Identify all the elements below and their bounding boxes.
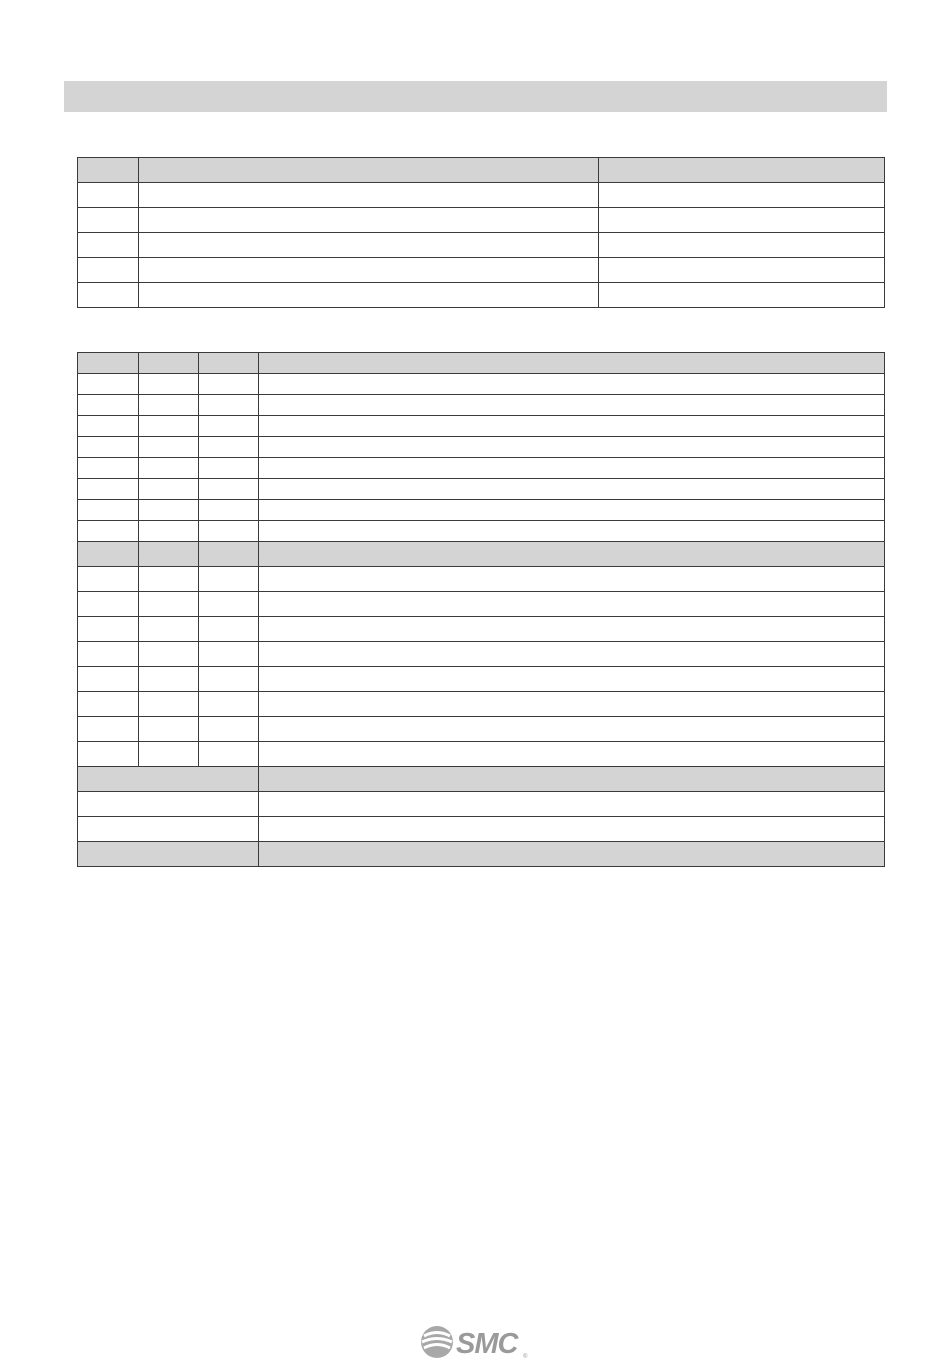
table-cell [139,458,199,479]
table-cell [139,742,199,767]
table-cell [259,817,885,842]
header-cell [139,542,199,567]
table-cell [259,521,885,542]
table-cell [259,458,885,479]
table-cell [259,792,885,817]
table-cell [199,717,259,742]
table-cell [78,742,139,767]
table-cell [78,667,139,692]
table-row [78,258,885,283]
header-cell [259,353,885,374]
table-row [78,395,885,416]
table-cell [259,642,885,667]
table-cell [139,567,199,592]
table-cell [259,479,885,500]
table-cell [78,183,139,208]
table-subheader-row [78,542,885,567]
table-cell [139,642,199,667]
header-cell [259,542,885,567]
table-cell [199,667,259,692]
table-row [78,183,885,208]
table-cell [139,374,199,395]
table-cell [78,521,139,542]
table-cell [78,717,139,742]
table-row [78,233,885,258]
table-cell [259,692,885,717]
table-cell [78,642,139,667]
table-header-row [78,158,885,183]
table-cell [78,258,139,283]
table-cell [78,208,139,233]
table-cell [139,500,199,521]
table-cell [78,617,139,642]
table-cell [139,208,599,233]
table-cell [599,258,885,283]
table-cell [199,592,259,617]
table-cell [139,717,199,742]
table-cell [139,416,199,437]
detail-table [77,352,885,867]
header-cell [78,158,139,183]
table-cell [199,416,259,437]
table-cell [599,233,885,258]
table-cell [139,667,199,692]
table-cell [78,395,139,416]
table-cell [199,500,259,521]
table-cell [139,283,599,308]
header-cell [199,542,259,567]
table-cell [78,792,259,817]
table-cell [139,692,199,717]
table-cell [78,458,139,479]
table-cell [199,567,259,592]
header-cell [599,158,885,183]
table-cell [78,500,139,521]
table-cell [259,567,885,592]
table-row [78,283,885,308]
table-footer-header-row [78,767,885,792]
table-cell [259,374,885,395]
table-cell [78,817,259,842]
table-cell [259,617,885,642]
table-cell [139,395,199,416]
table-cell [78,479,139,500]
table-cell [139,617,199,642]
table-cell [78,416,139,437]
table-row [78,416,885,437]
header-cell [259,767,885,792]
table-cell [78,374,139,395]
table-cell [78,567,139,592]
header-cell [139,353,199,374]
table-footer-last-row [78,842,885,867]
table-cell [139,592,199,617]
smc-logo-text: SMC [456,1328,518,1360]
table-row [78,742,885,767]
summary-table [77,157,885,308]
table-cell [199,617,259,642]
table-row [78,479,885,500]
table-cell [78,592,139,617]
table-cell [259,500,885,521]
header-cell [78,542,139,567]
table-cell [78,692,139,717]
registered-mark: ® [523,1354,528,1360]
table-cell [199,395,259,416]
table-row [78,717,885,742]
table-footer-row [78,792,885,817]
table-cell [259,437,885,458]
table-cell [599,283,885,308]
table-cell [599,183,885,208]
table-cell [139,437,199,458]
table-cell [259,842,885,867]
table-cell [199,742,259,767]
table-row [78,374,885,395]
table-header-row [78,353,885,374]
table-cell [599,208,885,233]
table-cell [78,233,139,258]
table-cell [199,521,259,542]
table-cell [259,742,885,767]
table-row [78,458,885,479]
header-cell [78,353,139,374]
table-cell [139,258,599,283]
smc-logo [420,1323,532,1361]
table-cell [259,717,885,742]
table-cell [259,416,885,437]
section-title-bar [64,81,887,112]
table-cell [139,183,599,208]
table-row [78,592,885,617]
smc-logo-mark [421,1326,453,1358]
table-cell [78,842,259,867]
table-cell [199,374,259,395]
header-cell [78,767,259,792]
table-row [78,208,885,233]
table-footer-row [78,817,885,842]
table-cell [199,458,259,479]
header-cell [139,158,599,183]
table-row [78,521,885,542]
table-row [78,437,885,458]
table-row [78,642,885,667]
table-cell [78,437,139,458]
table-row [78,617,885,642]
table-row [78,500,885,521]
table-cell [199,479,259,500]
table-cell [259,667,885,692]
table-row [78,567,885,592]
table-cell [139,233,599,258]
table-cell [78,283,139,308]
table-row [78,692,885,717]
table-cell [199,642,259,667]
table-cell [199,692,259,717]
table-row [78,667,885,692]
table-cell [259,395,885,416]
table-cell [199,437,259,458]
table-cell [259,592,885,617]
header-cell [199,353,259,374]
table-cell [139,521,199,542]
table-cell [139,479,199,500]
